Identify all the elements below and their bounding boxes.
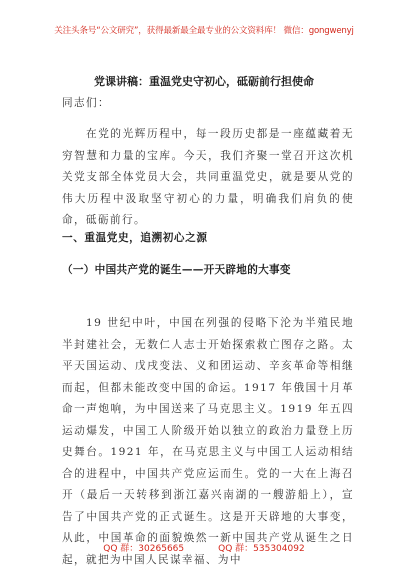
promo-banner: 关注头条号“公文研究”，获得最新最全最专业的公文资料库！ 微信：gongwenyj <box>54 26 354 36</box>
subsection-heading: （一）中国共产党的诞生——开天辟地的大事变 <box>62 264 291 276</box>
section-heading: 一、重温党史，追溯初心之源 <box>62 232 208 244</box>
intro-paragraph: 在党的光辉历程中，每一段历史都是一座蕴藏着无穷智慧和力量的宝库。今天，我们齐聚一堂召开这次机关党支部全体党员大会，共同重温党史，就是要从党的伟大历程中汲取坚守初心的力量，明确我们肩负的使命，砥砺前行。 <box>62 128 354 226</box>
history-paragraph: 19 世纪中叶，中国在列强的侵略下沦为半殖民地半封建社会，无数仁人志士开始探索救亡图存之路。太平天国运动、戊戌变法、义和团运动、辛亥革命等相继而起，但都未能改变中国的命运。1917 年俄国十月革命一声炮响，为中国送来了马克思主义。1919 年五四运动爆发，中国工人阶级开始以独立的政治力量登上历史舞台。1921 年，在马克思主义与中国工人运动相结合的进程中，中国共产党应运而生。党的一大在上海召开（最后一天转移到浙江嘉兴南湖的一艘游船上），宣告了中国共产党的正式诞生。这是开天辟地的大事变，从此，中国革命的面貌焕然一新中国共产党从诞生之日起，就把为中国人民谋幸福、为中 <box>62 317 354 566</box>
contact-footer <box>0 541 408 554</box>
salutation: 同志们： <box>62 97 110 109</box>
qq-group-2: QQ 群：535304092 <box>218 544 305 554</box>
qq-group-1: QQ 群：30265665 <box>103 544 185 554</box>
document-title: 党课讲稿：重温党史守初心，砥砺前行担使命 <box>94 75 314 88</box>
